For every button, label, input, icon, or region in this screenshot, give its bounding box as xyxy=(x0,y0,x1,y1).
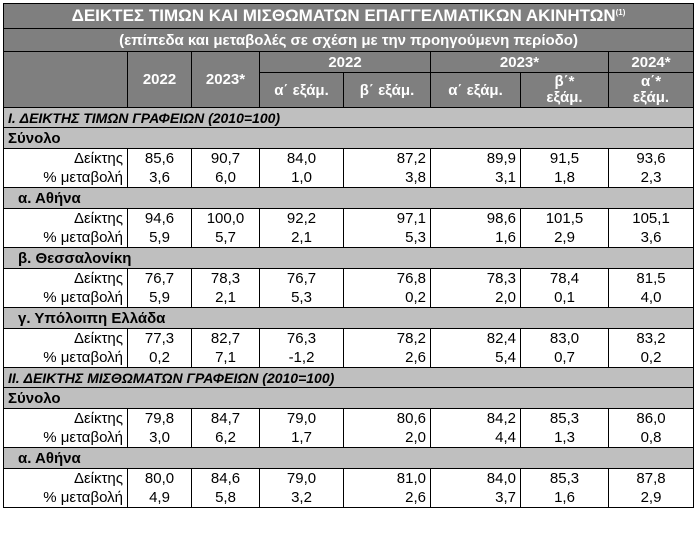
group-header-row xyxy=(4,308,694,329)
value-cell: 1,6 xyxy=(431,228,521,248)
value-cell: 3,8 xyxy=(344,168,431,188)
value-cell: 78,3 xyxy=(431,269,521,289)
header-2022-h1: α΄ εξάμ. xyxy=(260,73,344,108)
value-cell: 3,7 xyxy=(431,488,521,508)
change-row xyxy=(4,428,694,448)
header-2022: 2022 xyxy=(128,52,192,108)
value-cell: 2,9 xyxy=(521,228,609,248)
value-cell: 2,9 xyxy=(609,488,694,508)
group-title: γ. Υπόλοιπη Ελλάδα xyxy=(4,308,694,329)
value-cell: 0,7 xyxy=(521,348,609,368)
value-cell: 84,2 xyxy=(431,409,521,429)
row-label: % μεταβολή xyxy=(4,348,128,368)
header-2022-h2: β΄ εξάμ. xyxy=(344,73,431,108)
price-index-table xyxy=(3,3,694,508)
value-cell: 78,4 xyxy=(521,269,609,289)
value-cell: 6,2 xyxy=(192,428,260,448)
table-title: ΔΕΙΚΤΕΣ ΤΙΜΩΝ ΚΑΙ ΜΙΣΘΩΜΑΤΩΝ ΕΠΑΓΓΕΛΜΑΤΙΚΩΝ ΑΚΙΝΗΤΩΝ$^{(1)}$ xyxy=(4,4,694,29)
section-title: II. ΔΕΙΚΤΗΣ ΜΙΣΘΩΜΑΤΩΝ ΓΡΑΦΕΙΩΝ (2010=100) xyxy=(4,368,694,388)
value-cell: 83,0 xyxy=(521,329,609,349)
row-label: Δείκτης xyxy=(4,469,128,489)
value-cell: 76,8 xyxy=(344,269,431,289)
row-label: % μεταβολή xyxy=(4,288,128,308)
value-cell: 2,1 xyxy=(260,228,344,248)
value-cell: 83,2 xyxy=(609,329,694,349)
index-row xyxy=(4,329,694,349)
value-cell: 92,2 xyxy=(260,209,344,229)
value-cell: 4,0 xyxy=(609,288,694,308)
value-cell: 91,5 xyxy=(521,149,609,169)
value-cell: 101,5 xyxy=(521,209,609,229)
value-cell: -1,2 xyxy=(260,348,344,368)
value-cell: 0,2 xyxy=(128,348,192,368)
change-row xyxy=(4,348,694,368)
value-cell: 87,8 xyxy=(609,469,694,489)
value-cell: 84,7 xyxy=(192,409,260,429)
group-title: Σύνολο xyxy=(4,128,694,149)
group-header-row xyxy=(4,248,694,269)
header-group-2022: 2022 xyxy=(260,52,431,73)
value-cell: 76,3 xyxy=(260,329,344,349)
value-cell: 84,6 xyxy=(192,469,260,489)
value-cell: 90,7 xyxy=(192,149,260,169)
value-cell: 79,0 xyxy=(260,469,344,489)
value-cell: 80,0 xyxy=(128,469,192,489)
value-cell: 5,9 xyxy=(128,288,192,308)
value-cell: 98,6 xyxy=(431,209,521,229)
row-label: % μεταβολή xyxy=(4,488,128,508)
header-group-2023: 2023* xyxy=(431,52,609,73)
header-2023: 2023* xyxy=(192,52,260,108)
value-cell: 93,6 xyxy=(609,149,694,169)
value-cell: 2,1 xyxy=(192,288,260,308)
value-cell: 4,9 xyxy=(128,488,192,508)
value-cell: 1,0 xyxy=(260,168,344,188)
value-cell: 1,8 xyxy=(521,168,609,188)
row-label: Δείκτης xyxy=(4,269,128,289)
value-cell: 0,8 xyxy=(609,428,694,448)
value-cell: 105,1 xyxy=(609,209,694,229)
value-cell: 84,0 xyxy=(260,149,344,169)
value-cell: 2,6 xyxy=(344,488,431,508)
header-2023-h2: β΄* εξάμ. xyxy=(521,73,609,108)
value-cell: 1,6 xyxy=(521,488,609,508)
value-cell: 87,2 xyxy=(344,149,431,169)
row-label: % μεταβολή xyxy=(4,428,128,448)
value-cell: 5,7 xyxy=(192,228,260,248)
group-title: β. Θεσσαλονίκη xyxy=(4,248,694,269)
value-cell: 0,1 xyxy=(521,288,609,308)
section-header-row xyxy=(4,108,694,128)
row-label: Δείκτης xyxy=(4,149,128,169)
table-subtitle: (επίπεδα και μεταβολές σε σχέση με την προηγούμενη περίοδο) xyxy=(4,29,694,52)
value-cell: 97,1 xyxy=(344,209,431,229)
group-title: α. Αθήνα xyxy=(4,448,694,469)
value-cell: 0,2 xyxy=(609,348,694,368)
value-cell: 2,0 xyxy=(344,428,431,448)
group-title: Σύνολο xyxy=(4,388,694,409)
group-header-row xyxy=(4,448,694,469)
value-cell: 79,0 xyxy=(260,409,344,429)
value-cell: 5,3 xyxy=(344,228,431,248)
value-cell: 2,3 xyxy=(609,168,694,188)
value-cell: 2,0 xyxy=(431,288,521,308)
value-cell: 3,2 xyxy=(260,488,344,508)
value-cell: 89,9 xyxy=(431,149,521,169)
header-blank xyxy=(4,52,128,108)
value-cell: 1,7 xyxy=(260,428,344,448)
value-cell: 6,0 xyxy=(192,168,260,188)
value-cell: 94,6 xyxy=(128,209,192,229)
value-cell: 0,2 xyxy=(344,288,431,308)
title-footnote-mark: (1) xyxy=(615,8,626,17)
value-cell: 79,8 xyxy=(128,409,192,429)
value-cell: 84,0 xyxy=(431,469,521,489)
change-row xyxy=(4,168,694,188)
header-group-2024: 2024* xyxy=(609,52,694,73)
value-cell: 78,2 xyxy=(344,329,431,349)
row-label: % μεταβολή xyxy=(4,228,128,248)
index-row xyxy=(4,149,694,169)
change-row xyxy=(4,488,694,508)
section-title: I. ΔΕΙΚΤΗΣ ΤΙΜΩΝ ΓΡΑΦΕΙΩΝ (2010=100) xyxy=(4,108,694,128)
value-cell: 80,6 xyxy=(344,409,431,429)
group-header-row xyxy=(4,128,694,149)
group-header-row xyxy=(4,388,694,409)
value-cell: 2,6 xyxy=(344,348,431,368)
value-cell: 5,3 xyxy=(260,288,344,308)
row-label: Δείκτης xyxy=(4,409,128,429)
header-2024-h1: α΄* εξάμ. xyxy=(609,73,694,108)
value-cell: 3,1 xyxy=(431,168,521,188)
row-label: Δείκτης xyxy=(4,209,128,229)
value-cell: 82,7 xyxy=(192,329,260,349)
value-cell: 85,3 xyxy=(521,409,609,429)
section-header-row xyxy=(4,368,694,388)
index-row xyxy=(4,269,694,289)
group-header-row xyxy=(4,188,694,209)
index-row xyxy=(4,409,694,429)
value-cell: 85,3 xyxy=(521,469,609,489)
value-cell: 81,0 xyxy=(344,469,431,489)
value-cell: 5,9 xyxy=(128,228,192,248)
value-cell: 1,3 xyxy=(521,428,609,448)
value-cell: 81,5 xyxy=(609,269,694,289)
value-cell: 3,6 xyxy=(128,168,192,188)
change-row xyxy=(4,288,694,308)
index-row xyxy=(4,209,694,229)
value-cell: 76,7 xyxy=(260,269,344,289)
value-cell: 77,3 xyxy=(128,329,192,349)
value-cell: 85,6 xyxy=(128,149,192,169)
value-cell: 100,0 xyxy=(192,209,260,229)
value-cell: 78,3 xyxy=(192,269,260,289)
value-cell: 5,4 xyxy=(431,348,521,368)
value-cell: 3,6 xyxy=(609,228,694,248)
index-row xyxy=(4,469,694,489)
row-label: Δείκτης xyxy=(4,329,128,349)
value-cell: 5,8 xyxy=(192,488,260,508)
group-title: α. Αθήνα xyxy=(4,188,694,209)
value-cell: 86,0 xyxy=(609,409,694,429)
change-row xyxy=(4,228,694,248)
value-cell: 4,4 xyxy=(431,428,521,448)
value-cell: 3,0 xyxy=(128,428,192,448)
value-cell: 76,7 xyxy=(128,269,192,289)
row-label: % μεταβολή xyxy=(4,168,128,188)
header-2023-h1: α΄ εξάμ. xyxy=(431,73,521,108)
value-cell: 7,1 xyxy=(192,348,260,368)
value-cell: 82,4 xyxy=(431,329,521,349)
